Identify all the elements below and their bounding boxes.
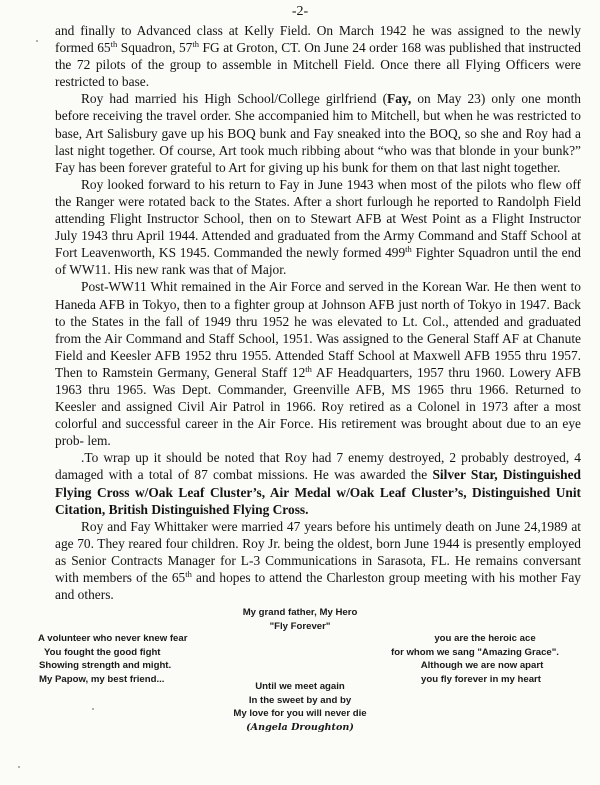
paragraph — [55, 449, 581, 517]
paragraph — [55, 278, 581, 449]
text-run: and finally to Advanced class at Kelly Field. On March 1942 he was assigned to the newly formed 65 — [55, 23, 581, 56]
ordinal-suffix: th — [405, 244, 412, 255]
poem-line: Showing strength and might. — [39, 660, 172, 672]
page-number: -2- — [291, 4, 309, 19]
poem-subtitle-line: "Fly Forever" — [269, 620, 331, 632]
poem-left-stanza — [38, 632, 268, 686]
scan-speck — [36, 40, 38, 42]
poem-title-line: My grand father, My Hero — [242, 607, 358, 618]
text-run: on May 23) only one month before receiving the travel order. She accompanied him to Mitchell, but when he was restricted to base, Art Salisbury gave up his BOQ bunk and Fay sneaked into the BOQ, so she and Roy had a last night together. Of course, Art took much ribbing about “who was that blonde in your bunk?” Fay has been forever grateful to Art for giving up his bunk for them on that last night together. — [55, 91, 581, 175]
poem-line: you fly forever in my heart — [421, 673, 541, 685]
bold-text: Silver Star, Distinguished Flying Cross w/Oak Leaf Cluster’s, Air Medal w/Oak Leaf Cluster’s, Distinguished Unit Citation, British Distinguished Flying Cross. — [55, 467, 582, 517]
poem-line: for whom we sang "Amazing Grace". — [391, 646, 559, 658]
text-run: FG at Groton, CT. On June 24 order 168 was published that instructed the 72 pilots of the group to assemble in Mitchell Field. Once there all Flying Officers were restricted to base. — [55, 40, 581, 90]
paragraph — [55, 22, 581, 90]
poem-title — [0, 606, 600, 633]
text-run: Roy and Fay Whittaker were married 47 years before his untimely death on June 24,1989 at age 70. They reared four children. Roy Jr. being the oldest, born June 1944 is presently employed as Senior Contracts Manager for L-3 Communications in Sarasota, FL. He remains conversant with members of the 65 — [55, 518, 581, 585]
poem-line: My love for you will never die — [233, 708, 367, 720]
text-run: and hopes to attend the Charleston group meeting with his mother Fay and others. — [55, 570, 582, 603]
scan-speck — [18, 766, 20, 768]
text-run: Post-WW11 Whit remained in the Air Force and served in the Korean War. He then went to Haneda AFB in Tokyo, then to a fighter group at Johnson AFB just north of Tokyo in 1947. Back to the States in the fall of 1949 thru 1952 he was elevated to Lt. Col., attended and graduated from the Air Command and Staff School, 1951. Was assigned to the General Staff AF at Chanute Field and Keesler AFB 1952 thru 1955. Attended Staff School at Maxwell AFB 1955 thru 1957. Then to Ramstein Germany, General Staff 12 — [55, 279, 581, 380]
poem-line: Although we are now apart — [420, 660, 544, 672]
poem-line: My Papow, my best friend... — [39, 673, 165, 685]
ordinal-suffix: th — [110, 39, 118, 50]
poem-line: A volunteer who never knew fear — [38, 633, 188, 644]
poem-line: you are the heroic ace — [434, 633, 536, 644]
ordinal-suffix: th — [305, 363, 312, 374]
scan-speck — [92, 708, 94, 710]
ordinal-suffix: th — [192, 39, 200, 50]
paragraph — [55, 518, 581, 603]
article-body — [55, 22, 581, 603]
poem-line: Until we meet again — [255, 681, 345, 692]
poem-right-stanza — [360, 632, 590, 686]
bold-text: Fay, — [387, 91, 412, 107]
text-run: Roy had married his High School/College girlfriend ( — [81, 91, 388, 107]
text-run: AF Headquarters, 1957 thru 1960. Lowery AFB 1963 thru 1965. Was Dept. Commander, Greenville AFB, MS 1965 thru 1966. Returned to Keesler and assigned Civil Air Patrol in 1966. Roy retired as a Colonel in 1973 after a most colorful and successful career in the Air Force. His retirement was brought about due to an eye prob- lem. — [55, 364, 581, 449]
poem-line: In the sweet by and by — [248, 694, 352, 706]
text-run: Roy looked forward to his return to Fay in June 1943 when most of the pilots who flew off the Ranger were rotated back to the States. After a short furlough he reported to Randolph Field attending Flight Instructor School, then on to Stewart AFB at West Point as a Flight Instructor July 1943 thru April 1944. Attended and graduated from the Army Command and Staff School at Fort Leavenworth, KS 1945. Commanded the newly formed 499 — [55, 176, 581, 261]
text-run: Fighter Squadron until the end of WW11. His new rank was that of Major. — [55, 245, 581, 278]
poem-closing-stanza — [0, 680, 600, 734]
poem-line: You fought the good fight — [44, 646, 161, 658]
text-run: .To wrap up it should be noted that Roy had 7 enemy destroyed, 2 probably destroyed, 4 damaged with a total of 87 combat missions. He was awarded the — [55, 450, 581, 483]
ordinal-suffix: th — [185, 569, 192, 579]
poem-signature: (Angela Droughton) — [246, 721, 354, 733]
paragraph — [55, 90, 581, 175]
paragraph — [55, 176, 581, 279]
text-run: Squadron, 57 — [117, 40, 193, 56]
